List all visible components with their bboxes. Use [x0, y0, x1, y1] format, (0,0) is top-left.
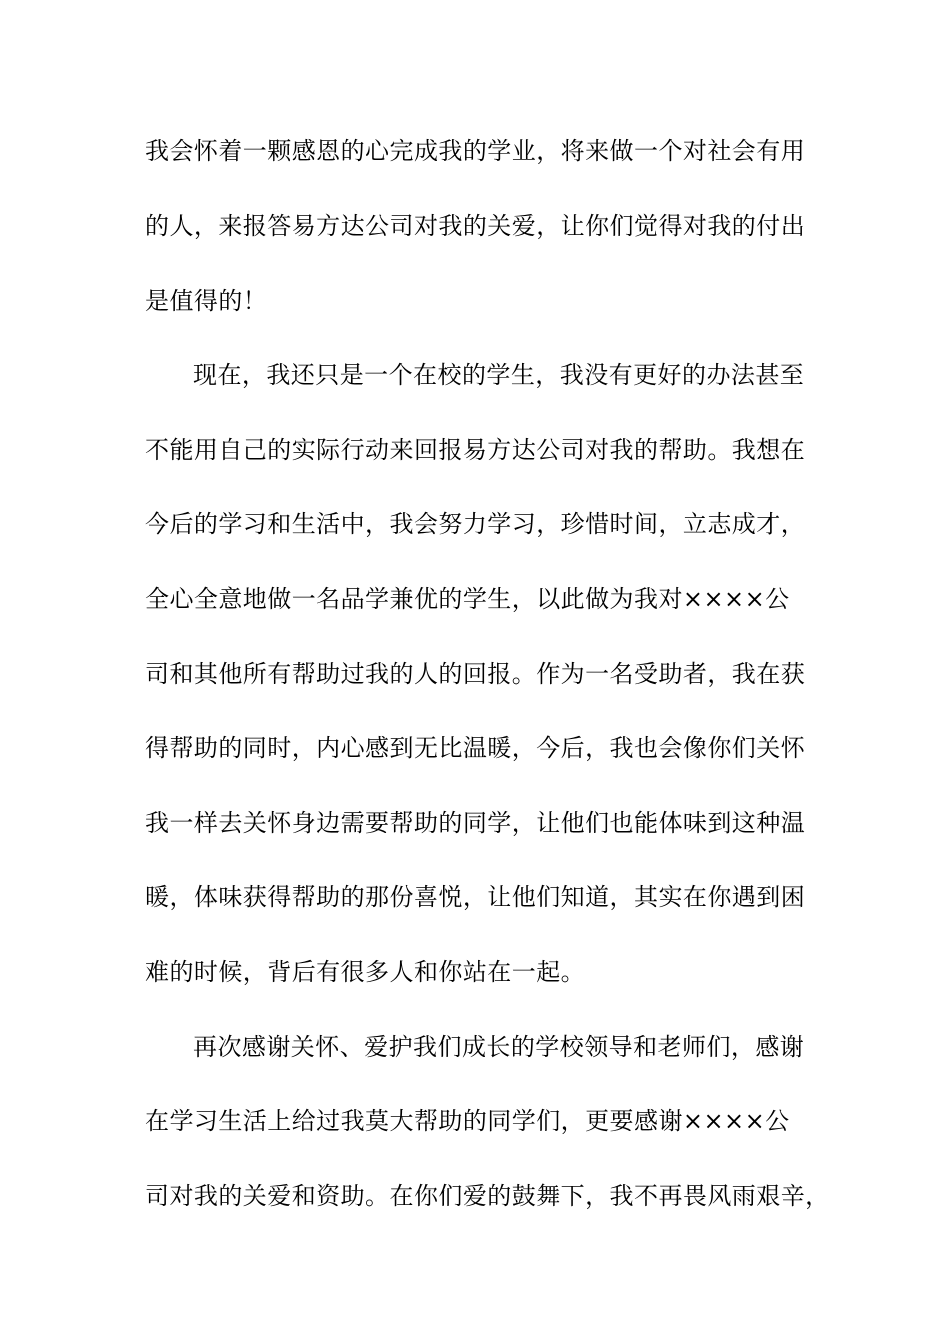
paragraph-line-3: 是值得的！ [145, 287, 268, 315]
paragraph-line-5: 不能用自己的实际行动来回报易方达公司对我的帮助。我想在 [145, 436, 806, 464]
paragraph-line-1: 我会怀着一颗感恩的心完成我的学业，将来做一个对社会有用 [145, 137, 806, 165]
paragraph-line-4: 现在，我还只是一个在校的学生，我没有更好的办法甚至 [193, 361, 805, 389]
paragraph-line-10: 我一样去关怀身边需要帮助的同学，让他们也能体味到这种温 [145, 809, 806, 837]
paragraph-line-6: 今后的学习和生活中，我会努力学习，珍惜时间，立志成才， [145, 510, 806, 538]
paragraph-line-8: 司和其他所有帮助过我的人的回报。作为一名受助者，我在获 [145, 660, 806, 688]
paragraph-line-7: 全心全意地做一名品学兼优的学生，以此做为我对××××公 [145, 585, 790, 613]
paragraph-line-2: 的人，来报答易方达公司对我的关爱，让你们觉得对我的付出 [145, 212, 806, 240]
paragraph-line-11: 暖，体味获得帮助的那份喜悦，让他们知道，其实在你遇到困 [145, 883, 806, 911]
paragraph-line-9: 得帮助的同时，内心感到无比温暖，今后，我也会像你们关怀 [145, 734, 806, 762]
paragraph-line-13: 再次感谢关怀、爱护我们成长的学校领导和老师们，感谢 [193, 1033, 805, 1061]
paragraph-line-14: 在学习生活上给过我莫大帮助的同学们，更要感谢××××公 [145, 1107, 790, 1135]
paragraph-line-12: 难的时候，背后有很多人和你站在一起。 [145, 958, 586, 986]
paragraph-line-15: 司对我的关爱和资助。在你们爱的鼓舞下，我不再畏风雨艰辛， [145, 1182, 830, 1210]
